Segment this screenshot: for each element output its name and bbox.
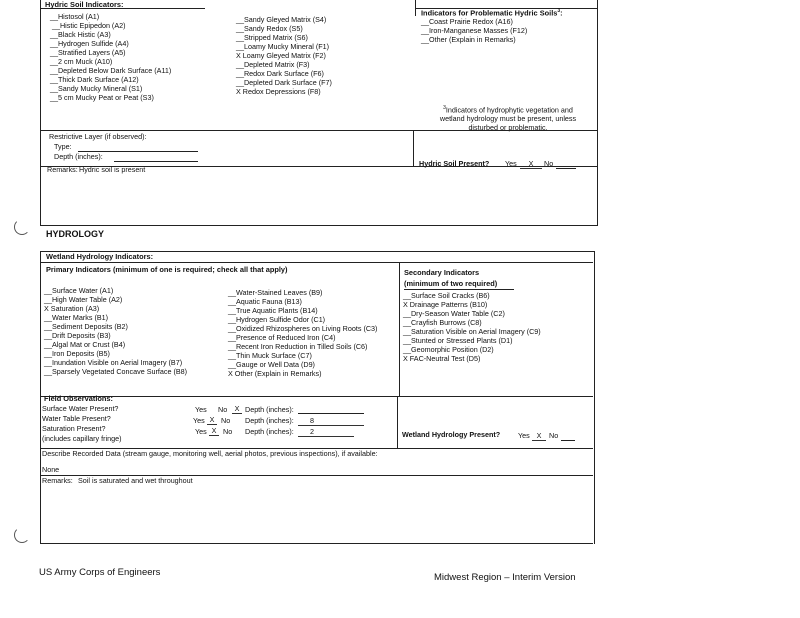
soil-indicator-sandy-mucky-mineral[interactable]: __Sandy Mucky Mineral (S1) [50, 84, 143, 93]
soil-indicator-stratified-layers[interactable]: __Stratified Layers (A5) [50, 48, 126, 57]
secondary-surface-soil-cracks[interactable]: __Surface Soil Cracks (B6) [403, 291, 490, 300]
field-observations-label: Field Observations: [44, 394, 113, 403]
primary-iron-deposits[interactable]: __Iron Deposits (B5) [44, 349, 110, 358]
soil-indicator-depleted-below-dark[interactable]: __Depleted Below Dark Surface (A11) [50, 66, 172, 75]
surface-water-label: Surface Water Present? [42, 404, 119, 413]
problematic-divider [415, 0, 416, 16]
primary-sparsely-vegetated[interactable]: __Sparsely Vegetated Concave Surface (B8) [44, 367, 188, 376]
restrictive-depth-field[interactable] [114, 161, 198, 162]
hydrology-remarks-text: Soil is saturated and wet throughout [78, 476, 193, 485]
soil-indicators-col2 [236, 15, 332, 96]
primary-hydrogen-sulfide-odor[interactable]: __Hydrogen Sulfide Odor (C1) [228, 315, 326, 324]
water-table-no: No [221, 416, 231, 425]
soil-indicator-loamy-gleyed-matrix[interactable]: X Loamy Gleyed Matrix (F2) [236, 51, 326, 60]
saturation-no: No [223, 427, 233, 436]
describe-recorded-data-label: Describe Recorded Data (stream gauge, monitoring well, aerial photos, previous inspections), if available: [42, 449, 378, 458]
water-table-yes-mark[interactable]: X [207, 415, 217, 425]
primary-oxidized-rhizospheres[interactable]: __Oxidized Rhizospheres on Living Roots (C3) [228, 324, 378, 333]
secondary-indicators-sub: (minimum of two required) [404, 279, 498, 288]
saturation-yes-mark[interactable]: X [209, 426, 219, 436]
primary-recent-iron-reduction[interactable]: __Recent Iron Reduction in Tilled Soils (C6) [228, 342, 368, 351]
problematic-other[interactable]: __Other (Explain in Remarks) [421, 35, 516, 44]
wetland-yes-label: Yes [518, 431, 530, 440]
hydric-present-divider [413, 130, 414, 166]
primary-indicators-label: Primary Indicators (minimum of one is required; check all that apply) [46, 265, 288, 274]
primary-inundation-visible[interactable]: __Inundation Visible on Aerial Imagery (B7) [44, 358, 183, 367]
water-table-depth-label: Depth (inches): [245, 416, 294, 425]
saturation-depth-value[interactable]: 2 [298, 427, 354, 437]
restrictive-depth-label: Depth (inches): [54, 152, 103, 161]
punch-hole-mark [14, 219, 30, 235]
punch-hole-mark-2 [14, 527, 30, 543]
secondary-fac-neutral[interactable]: X FAC-Neutral Test (D5) [403, 354, 481, 363]
problematic-indicators [421, 17, 527, 44]
hydric-no-field[interactable] [556, 168, 576, 169]
primary-drift-deposits[interactable]: __Drift Deposits (B3) [44, 331, 111, 340]
primary-indicators-col2 [228, 288, 377, 378]
water-table-yes: Yes [193, 416, 205, 425]
primary-high-water-table[interactable]: __High Water Table (A2) [44, 295, 123, 304]
soil-remarks-label: Remarks: [47, 165, 78, 174]
soil-bottom-rule [40, 225, 597, 226]
soil-indicators-col1 [50, 12, 171, 102]
soil-indicator-depleted-dark-surface[interactable]: __Depleted Dark Surface (F7) [236, 78, 332, 87]
primary-aquatic-fauna[interactable]: __Aquatic Fauna (B13) [228, 297, 302, 306]
footer-agency: US Army Corps of Engineers [39, 567, 161, 578]
soil-indicator-depleted-matrix[interactable]: __Depleted Matrix (F3) [236, 60, 310, 69]
surface-water-no-mark[interactable]: X [232, 404, 242, 414]
saturation-depth-label: Depth (inches): [245, 427, 294, 436]
restrictive-layer-label: Restrictive Layer (if observed): [49, 132, 147, 141]
soil-indicator-5cm-mucky-peat[interactable]: __5 cm Mucky Peat or Peat (S3) [50, 93, 154, 102]
soil-indicator-redox-depressions[interactable]: X Redox Depressions (F8) [236, 87, 321, 96]
soil-indicator-loamy-mucky-mineral[interactable]: __Loamy Mucky Mineral (F1) [236, 42, 330, 51]
primary-surface-water[interactable]: __Surface Water (A1) [44, 286, 114, 295]
soil-indicator-hydrogen-sulfide[interactable]: __Hydrogen Sulfide (A4) [50, 39, 129, 48]
saturation-yes: Yes [195, 427, 207, 436]
secondary-sub-rule [404, 289, 514, 290]
surface-water-yes: Yes [195, 405, 207, 414]
secondary-geomorphic-position[interactable]: __Geomorphic Position (D2) [403, 345, 494, 354]
wetland-no-label: No [549, 431, 559, 440]
restrictive-type-label: Type: [54, 142, 72, 151]
hydric-soil-present-label: Hydric Soil Present? [419, 159, 490, 168]
surface-water-no: No [218, 405, 228, 414]
secondary-crayfish-burrows[interactable]: __Crayfish Burrows (C8) [403, 318, 482, 327]
primary-water-stained-leaves[interactable]: __Water-Stained Leaves (B9) [228, 288, 323, 297]
primary-algal-mat[interactable]: __Algal Mat or Crust (B4) [44, 340, 126, 349]
primary-true-aquatic-plants[interactable]: __True Aquatic Plants (B14) [228, 306, 318, 315]
hydric-yes-label: Yes [505, 159, 517, 168]
restrictive-top-rule [40, 130, 597, 131]
primary-gauge-well-data[interactable]: __Gauge or Well Data (D9) [228, 360, 315, 369]
problematic-iron-manganese[interactable]: __Iron-Manganese Masses (F12) [421, 26, 528, 35]
soil-indicator-sandy-redox[interactable]: __Sandy Redox (S5) [236, 24, 303, 33]
primary-reduced-iron[interactable]: __Presence of Reduced Iron (C4) [228, 333, 336, 342]
soil-indicator-histic-epipedon[interactable]: __Histic Epipedon (A2) [52, 21, 126, 30]
soil-indicator-thick-dark-surface[interactable]: __Thick Dark Surface (A12) [50, 75, 139, 84]
soil-indicator-redox-dark-surface[interactable]: __Redox Dark Surface (F6) [236, 69, 324, 78]
secondary-dry-season-water-table[interactable]: __Dry-Season Water Table (C2) [403, 309, 505, 318]
wetland-indicators-rule [40, 262, 593, 263]
water-table-label: Water Table Present? [42, 414, 111, 423]
hydric-yes-mark[interactable]: X [520, 159, 542, 169]
describe-recorded-data-value: None [42, 465, 60, 474]
primary-thin-muck-surface[interactable]: __Thin Muck Surface (C7) [228, 351, 312, 360]
secondary-stunted-plants[interactable]: __Stunted or Stressed Plants (D1) [403, 336, 513, 345]
wetland-no-field[interactable] [561, 440, 575, 441]
secondary-divider [399, 262, 400, 396]
hydrology-bottom-rule [40, 543, 593, 544]
surface-water-depth-label: Depth (inches): [245, 405, 294, 414]
primary-water-marks[interactable]: __Water Marks (B1) [44, 313, 109, 322]
soil-indicator-stripped-matrix[interactable]: __Stripped Matrix (S6) [236, 33, 308, 42]
hydric-soil-indicators-label: Hydric Soil Indicators: [45, 0, 124, 9]
secondary-saturation-visible[interactable]: __Saturation Visible on Aerial Imagery (C9) [403, 327, 541, 336]
soil-right-border [597, 0, 598, 226]
wetland-yes-mark[interactable]: X [532, 431, 546, 441]
soil-remarks-text: Hydric soil is present [79, 165, 146, 174]
wetland-hydrology-present-label: Wetland Hydrology Present? [402, 430, 501, 439]
secondary-indicators-label: Secondary Indicators [404, 268, 480, 277]
wetland-present-divider [397, 396, 398, 448]
hydrology-section-title: HYDROLOGY [46, 229, 105, 239]
surface-water-depth-field[interactable] [298, 413, 364, 414]
hydrology-remarks-label: Remarks: [42, 476, 73, 485]
saturation-label: Saturation Present? [42, 424, 106, 433]
soil-indicator-sandy-gleyed-matrix[interactable]: __Sandy Gleyed Matrix (S4) [236, 15, 327, 24]
water-table-depth-value[interactable]: 8 [298, 416, 364, 426]
soil-indicator-2cm-muck[interactable]: __2 cm Muck (A10) [50, 57, 113, 66]
primary-sediment-deposits[interactable]: __Sediment Deposits (B2) [44, 322, 128, 331]
wetland-indicators-label: Wetland Hydrology Indicators: [46, 252, 154, 261]
hydric-no-label: No [544, 159, 554, 168]
footer-region-version: Midwest Region – Interim Version [434, 572, 576, 583]
primary-indicators-col1 [44, 286, 187, 376]
soil-indicator-black-histic[interactable]: __Black Histic (A3) [50, 30, 111, 39]
capillary-fringe-label: (includes capillary fringe) [42, 434, 122, 443]
soil-left-border [40, 0, 41, 226]
problematic-coast-prairie-redox[interactable]: __Coast Prairie Redox (A16) [421, 17, 513, 26]
secondary-drainage-patterns[interactable]: X Drainage Patterns (B10) [403, 300, 488, 309]
soil-indicator-histosol[interactable]: __Histosol (A1) [50, 12, 100, 21]
field-obs-rule [40, 396, 593, 397]
primary-saturation[interactable]: X Saturation (A3) [44, 304, 100, 313]
problematic-header: Indicators for Problematic Hydric Soils$^3$: [421, 8, 563, 18]
hydric-footnote: $^3$Indicators of hydrophytic vegetation and wetland hydrology must be present, unless disturbed or problematic. [439, 105, 577, 133]
secondary-indicators-col [403, 291, 541, 363]
primary-other[interactable]: X Other (Explain in Remarks) [228, 369, 322, 378]
